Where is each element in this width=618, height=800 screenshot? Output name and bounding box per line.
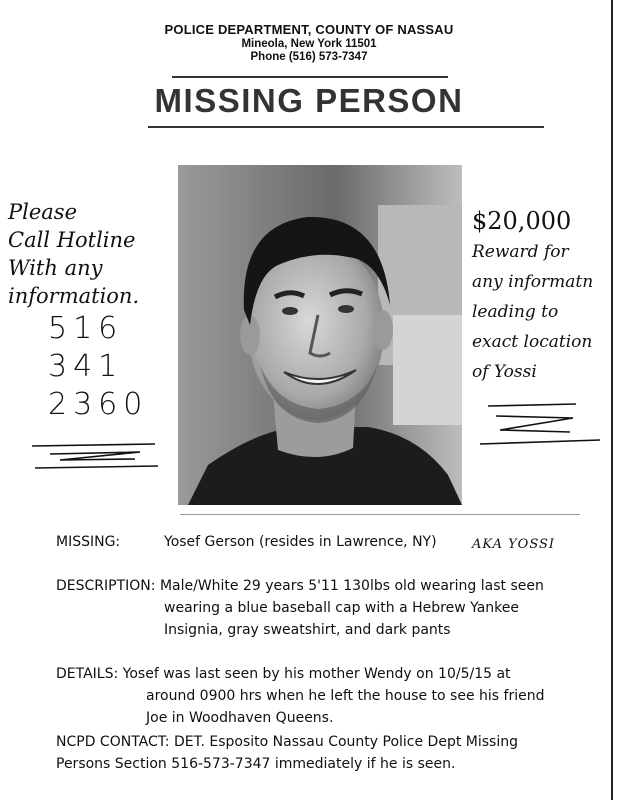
signature-scribble-right — [478, 400, 603, 450]
description-line: Male/White 29 years 5'11 130lbs old wearing last seen — [159, 578, 544, 594]
details-line: Joe in Woodhaven Queens. — [146, 710, 334, 726]
reward-note-line: Reward for — [472, 242, 569, 262]
details-line: around 0900 hrs when he left the house to see his friend — [146, 688, 545, 704]
details-line: Yosef was last seen by his mother Wendy on 10/5/15 at — [122, 666, 511, 682]
hotline-note-line: With any — [8, 256, 103, 280]
page-edge — [611, 0, 613, 800]
handwritten-hotline-note — [8, 198, 148, 424]
missing-person-photo — [178, 165, 462, 505]
title-underline — [148, 126, 544, 128]
person-portrait — [178, 165, 462, 505]
photo-divider — [180, 514, 580, 515]
contact-line: DET. Esposito Nassau County Police Dept Missing — [173, 734, 518, 750]
details-row — [56, 663, 544, 729]
hotline-number-line: 341 — [48, 349, 124, 384]
hotline-note-line: information. — [8, 284, 140, 308]
hotline-note-line: Call Hotline — [8, 228, 136, 252]
description-label: DESCRIPTION: — [56, 578, 156, 594]
contact-row — [56, 731, 518, 775]
description-line: wearing a blue baseball cap with a Hebrew Yankee — [164, 600, 520, 616]
description-line: Insignia, gray sweatshirt, and dark pants — [164, 622, 451, 638]
signature-scribble-left — [30, 442, 160, 472]
hotline-number-line: 2360 — [48, 387, 149, 422]
header — [0, 22, 618, 63]
description-row — [56, 575, 544, 641]
hotline-number-line: 516 — [48, 311, 124, 346]
reward-amount: $20,000 — [472, 207, 572, 235]
missing-value: Yosef Gerson (resides in Lawrence, NY) — [164, 534, 437, 550]
missing-row — [56, 531, 437, 553]
department-phone: Phone (516) 573-7347 — [250, 51, 368, 63]
details-label: DETAILS: — [56, 666, 119, 682]
handwritten-reward-note — [472, 205, 593, 387]
missing-label: MISSING: — [56, 534, 121, 550]
department-address: Mineola, New York 11501 — [241, 38, 377, 50]
contact-label: NCPD CONTACT: — [56, 734, 170, 750]
contact-line: Persons Section 516-573-7347 immediately if he is seen. — [56, 756, 456, 772]
reward-note-line: leading to — [472, 302, 559, 322]
reward-note-line: exact location — [472, 332, 593, 352]
department-name: POLICE DEPARTMENT, COUNTY OF NASSAU — [164, 22, 454, 37]
hotline-note-line: Please — [8, 200, 77, 224]
header-divider — [172, 76, 448, 78]
page-title: MISSING PERSON — [154, 82, 464, 119]
aka-handwritten: AKA YOSSI — [472, 537, 556, 552]
reward-note-line: of Yossi — [472, 362, 537, 382]
reward-note-line: any informatn — [472, 272, 594, 292]
